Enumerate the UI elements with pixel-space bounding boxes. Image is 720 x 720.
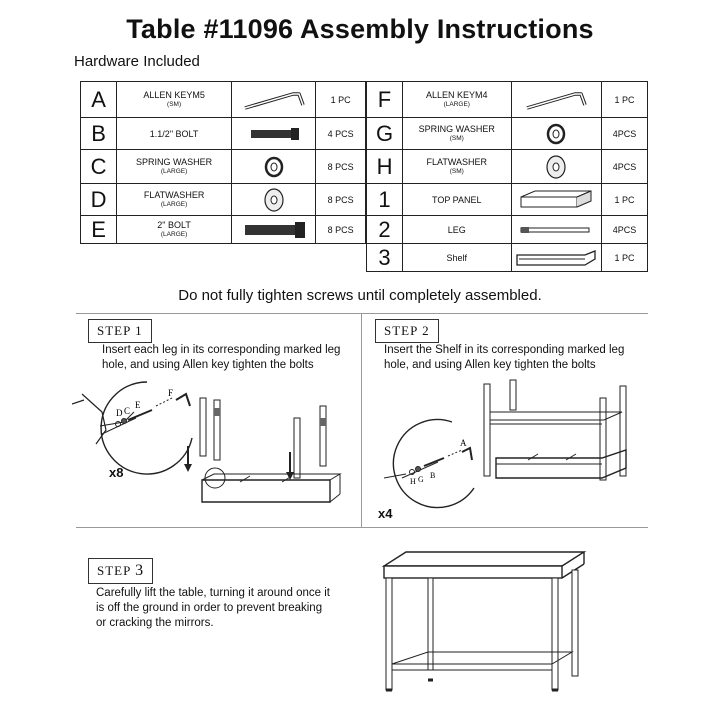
part-quantity: 1 PC (602, 244, 648, 272)
step-1-diagram (72, 378, 362, 520)
part-letter: D (81, 184, 117, 216)
part-letter: A (81, 82, 117, 118)
hardware-row-f (367, 82, 648, 118)
hardware-table-right (366, 81, 648, 272)
part-letter: G (367, 118, 403, 150)
part-quantity: 8 PCS (316, 184, 366, 216)
flat-washer-icon (232, 187, 315, 213)
spring-washer-icon (232, 156, 315, 178)
long-bolt-icon (232, 221, 315, 239)
hardware-row-e (81, 216, 366, 244)
part-letter: 2 (367, 216, 403, 244)
step-2-count: x4 (378, 506, 393, 521)
svg-text:E: E (135, 400, 141, 410)
part-name: LEG (403, 216, 511, 244)
part-quantity: 1 PC (316, 82, 366, 118)
step-1-text: Insert each leg in its corresponding marked leg hole, and using Allen key tighten the bolts (102, 344, 341, 371)
part-quantity: 1 PC (602, 184, 648, 216)
part-name: Shelf (403, 244, 511, 272)
part-letter: E (81, 216, 117, 244)
hardware-row-d (81, 184, 366, 216)
bolt-icon (232, 127, 315, 141)
part-name: 1.1/2" BOLT (117, 118, 232, 150)
part-picture (511, 184, 602, 216)
part-picture (231, 118, 315, 150)
assembly-warning: Do not fully tighten screws until completely assembled. (178, 287, 542, 304)
svg-text:F: F (168, 388, 174, 398)
assembled-table-drawing (376, 544, 594, 704)
flat-washer-icon (512, 154, 602, 180)
part-name: SPRING WASHER (SM) (403, 118, 511, 150)
part-picture (511, 216, 602, 244)
part-letter: 1 (367, 184, 403, 216)
part-quantity: 1 PC (602, 82, 648, 118)
svg-text:H: H (410, 477, 416, 486)
step-2-label: STEP 2 (375, 319, 439, 343)
legs-diagram (184, 398, 326, 480)
part-letter: H (367, 150, 403, 184)
hardware-table-left (80, 81, 366, 244)
part-quantity: 4PCS (602, 118, 648, 150)
hardware-row-h (367, 150, 648, 184)
table-frame-upside-down (202, 468, 340, 502)
part-picture (511, 118, 602, 150)
svg-text:A: A (460, 438, 467, 448)
part-picture (511, 82, 602, 118)
hardware-row-2 (367, 216, 648, 244)
step-3-text: Carefully lift the table, turning it around once it is off the ground in order to prevent breaking or cracking the mirrors. (96, 587, 330, 629)
part-letter: F (367, 82, 403, 118)
part-quantity: 4 PCS (316, 118, 366, 150)
bolt-detail-zoom (72, 382, 192, 474)
divider-middle (76, 527, 648, 528)
bolt-detail-zoom (384, 420, 474, 508)
step-1-count: x8 (109, 465, 124, 480)
top-panel-icon (512, 189, 602, 211)
part-quantity: 4PCS (602, 216, 648, 244)
hardware-row-c (81, 150, 366, 184)
part-name: 2" BOLT (LARGE) (117, 216, 232, 244)
part-name: ALLEN KEYM5 (SM) (117, 82, 232, 118)
part-name: SPRING WASHER (LARGE) (117, 150, 232, 184)
hardware-row-g (367, 118, 648, 150)
part-quantity: 8 PCS (316, 216, 366, 244)
svg-text:D: D (116, 408, 123, 418)
page-title: Table #11096 Assembly Instructions (126, 14, 594, 44)
step-3-label: STEP 3 (88, 558, 153, 584)
part-picture (511, 150, 602, 184)
allen-key-icon (512, 89, 602, 111)
part-picture (231, 82, 315, 118)
part-picture (231, 216, 315, 244)
part-letter: B (81, 118, 117, 150)
step-2-diagram (372, 378, 648, 520)
divider-top (76, 313, 648, 314)
part-name: FLATWASHER (LARGE) (117, 184, 232, 216)
hardware-row-b (81, 118, 366, 150)
step-2-text: Insert the Shelf in its corresponding marked leg hole, and using Allen key tighten the bolts (384, 344, 625, 371)
part-letter: 3 (367, 244, 403, 272)
part-picture (231, 184, 315, 216)
part-quantity: 4PCS (602, 150, 648, 184)
shelf-frame-diagram (484, 380, 626, 480)
leg-icon (512, 225, 602, 235)
part-name: FLATWASHER (SM) (403, 150, 511, 184)
part-picture (231, 150, 315, 184)
hardware-heading: Hardware Included (74, 53, 200, 70)
hardware-row-3 (367, 244, 648, 272)
svg-text:G: G (418, 475, 424, 484)
spring-washer-icon (512, 123, 602, 145)
shelf-icon (512, 249, 602, 267)
hardware-row-a (81, 82, 366, 118)
svg-text:B: B (430, 471, 436, 480)
part-quantity: 8 PCS (316, 150, 366, 184)
part-letter: C (81, 150, 117, 184)
hardware-row-1 (367, 184, 648, 216)
allen-key-icon (232, 89, 315, 111)
part-picture (511, 244, 602, 272)
step-1-label: STEP 1 (88, 319, 152, 343)
part-name: ALLEN KEYM4 (LARGE) (403, 82, 511, 118)
part-name: TOP PANEL (403, 184, 511, 216)
svg-text:C: C (124, 406, 131, 416)
